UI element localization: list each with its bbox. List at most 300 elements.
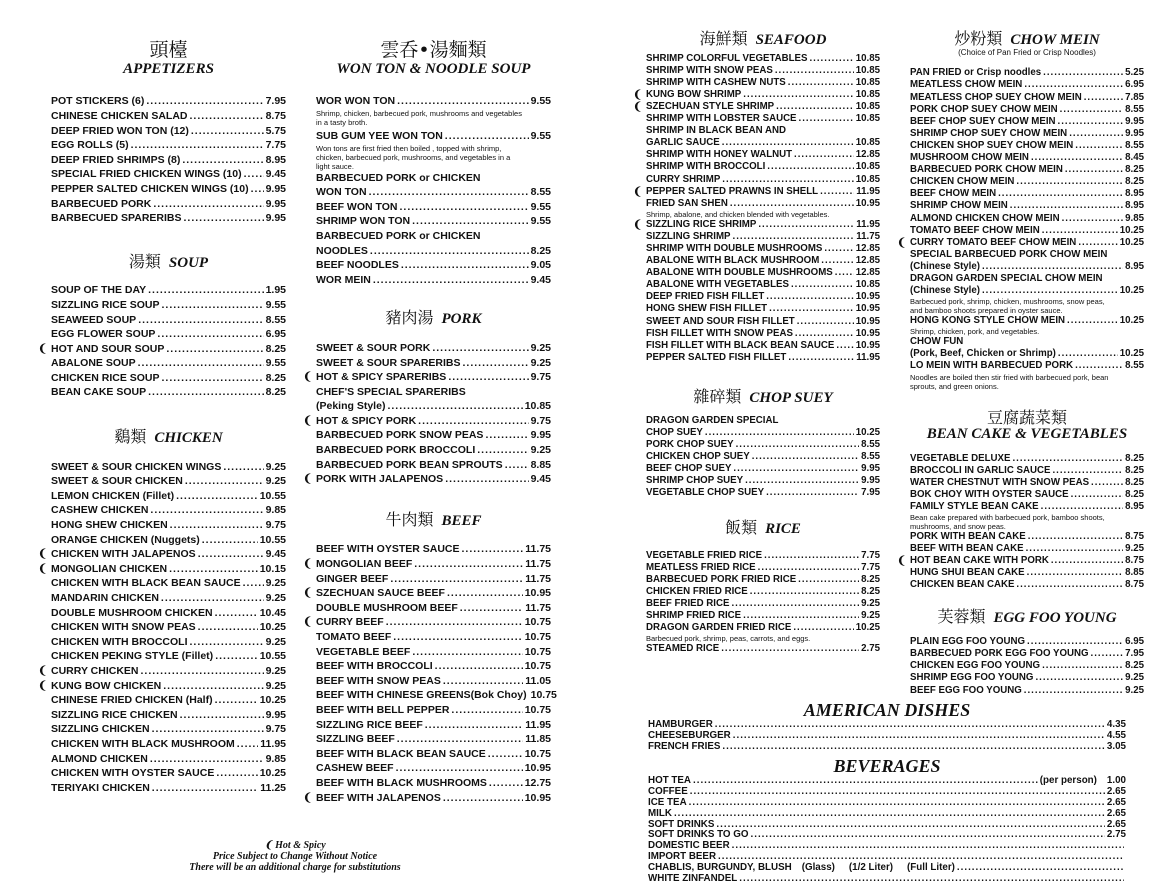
menu-item [910, 104, 1144, 116]
menu-item [51, 313, 286, 328]
item-price: 8.25 [1125, 488, 1144, 500]
item-price: 5.25 [1125, 67, 1144, 79]
item-price: 10.75 [530, 689, 557, 702]
menu-item [51, 781, 286, 796]
item-price: 8.75 [265, 109, 286, 122]
item-name: DEEP FRIED SHRIMPS (8) [51, 153, 181, 166]
item-name: SEAWEED SOUP [51, 313, 137, 326]
beancake-list [897, 452, 1144, 592]
item-name: HOT BEAN CAKE WITH PORK [910, 555, 1049, 567]
footer [150, 840, 440, 873]
soup-zh: 湯類 [128, 251, 161, 271]
hot-pepper-icon: ❨ [303, 791, 313, 804]
item-name: DOMESTIC BEER [648, 840, 730, 852]
item-price: 10.85 [855, 279, 880, 291]
soup-header [51, 253, 286, 272]
item-price: 7.95 [1125, 648, 1144, 660]
item-name: HOT & SPICY SPARERIBS [316, 371, 447, 384]
menu-item [303, 472, 551, 487]
item-name: CHICKEN CHOP SUEY [646, 450, 750, 462]
item-name: BEEF WITH SNOW PEAS [316, 674, 441, 687]
item-name: BEEF FRIED RICE [646, 598, 730, 610]
item-name: CHICKEN WITH BLACK MUSHROOM [51, 737, 235, 750]
item-price: 10.95 [855, 315, 880, 327]
item-price: 6.95 [1125, 79, 1144, 91]
menu-item: STEAMED RICE ..... 2.75 [646, 643, 880, 655]
item-name: BEEF CHOW MEIN [910, 188, 997, 200]
item-name: ORANGE CHICKEN (Nuggets) [51, 533, 200, 546]
pork-zh: 豬肉湯 [385, 308, 434, 328]
chowmein-title: CHOW MEIN [1010, 32, 1100, 48]
item-name: BEEF WITH BLACK BEAN SAUCE [316, 747, 486, 760]
pork-header [316, 309, 551, 328]
menu-item [646, 231, 880, 243]
menu-item [633, 185, 880, 198]
item-name: BEEF WITH BLACK MUSHROOMS [316, 776, 487, 789]
menu-item [910, 453, 1144, 465]
menu-item [910, 660, 1144, 672]
item-price: 9.25 [265, 475, 286, 488]
menu-item [910, 531, 1144, 543]
item-name: CHICKEN WITH OYSTER SAUCE [51, 767, 215, 780]
item-price: 8.95 [1125, 501, 1144, 513]
price-notice: Price Subject to Change Without Notice [212, 851, 378, 862]
item-price: 9.75 [530, 414, 551, 427]
beverages-title: BEVERAGES [833, 756, 941, 777]
item-header: DRAGON GARDEN SPECIAL CHOW MEIN [910, 272, 1103, 284]
item-price: 10.85 [855, 137, 880, 149]
menu-item [38, 547, 286, 562]
menu-item [646, 174, 880, 186]
item-price: 9.85 [265, 504, 286, 517]
rice-header [646, 519, 880, 538]
item-price: 9.95 [530, 429, 551, 442]
item-price: 7.75 [861, 561, 880, 573]
item-price: 12.85 [855, 255, 880, 267]
item-price: 10.95 [855, 197, 880, 209]
menu-item [646, 352, 880, 364]
menu-item [646, 439, 880, 451]
menu-item [910, 92, 1144, 104]
item-price: 10.95 [524, 791, 551, 804]
item-name: BEEF WITH BELL PEPPER [316, 703, 450, 716]
wonton-title: WON TON & NOODLE SOUP [336, 60, 531, 77]
menu-item [646, 463, 880, 475]
column-3 [633, 29, 880, 656]
item-name: MANDARIN CHICKEN [51, 592, 159, 605]
item-price: 9.95 [265, 708, 286, 721]
item-price: 9.45 [530, 473, 551, 486]
menu-item [648, 742, 1126, 753]
american-title: AMERICAN DISHES [803, 700, 971, 720]
item-price: 4.55 [1106, 729, 1126, 741]
item-name: CHOP SUEY [646, 426, 703, 438]
american-list [648, 720, 1126, 752]
item-name: GINGER BEEF [316, 572, 389, 585]
beancake-header [910, 409, 1144, 443]
menu-item [51, 708, 286, 723]
menu-item [316, 356, 551, 371]
menu-item [316, 688, 557, 703]
menu-item [38, 664, 286, 679]
item-price: 10.85 [855, 113, 880, 125]
menu-item [303, 586, 551, 601]
menu-item [316, 674, 551, 689]
item-price: 10.55 [259, 489, 286, 502]
item-name: SHRIMP FRIED RICE [646, 610, 742, 622]
item-price: 9.55 [265, 298, 286, 311]
column-4 [897, 29, 1144, 697]
item-name: CHINESE FRIED CHICKEN (Half) [51, 694, 213, 707]
menu-item: WHITE ZINFANDEL ..... [648, 874, 1126, 882]
item-price: 9.75 [530, 371, 551, 384]
item-name: BARBECUED PORK BROCCOLI [316, 444, 476, 457]
menu-item [51, 94, 286, 109]
item-header: BARBECUED PORK or CHICKEN [316, 229, 481, 242]
menu-item [51, 460, 286, 475]
menu-item: SUB GUM YEE WON TON ..... 9.55 [316, 129, 551, 144]
menu-item [910, 116, 1144, 128]
item-name: HONG SHEW FISH FILLET [646, 303, 768, 315]
item-price: 2.65 [1106, 807, 1126, 819]
item-name: KUNG BOW SHRIMP [646, 88, 742, 100]
item-price: 10.95 [524, 762, 551, 775]
item-price: 12.85 [855, 149, 880, 161]
pork-list [303, 341, 551, 487]
item-price: 7.75 [861, 549, 880, 561]
item-name: TERIYAKI CHICKEN [51, 781, 150, 794]
menu-item [646, 574, 880, 586]
menu-item [910, 164, 1144, 176]
item-name: HUNG SHUI BEAN CAKE [910, 567, 1025, 579]
hot-pepper-icon: ❨ [633, 218, 643, 231]
item-name: SHRIMP CHOP SUEY [646, 475, 744, 486]
menu-item [646, 255, 880, 267]
item-name: SWEET AND SOUR FISH FILLET [646, 315, 795, 327]
menu-item [646, 243, 880, 255]
item-price: 8.25 [1125, 476, 1144, 488]
hot-pepper-icon: ❨ [303, 371, 313, 384]
menu-item [910, 465, 1144, 477]
item-name: CHICKEN WITH BLACK BEAN SAUCE [51, 577, 241, 590]
item-price: 1.95 [265, 284, 286, 297]
item-name: BEEF WITH CHINESE GREENS(Bok Choy) [316, 689, 527, 702]
item-price: 10.95 [855, 291, 880, 303]
item-price: 9.75 [265, 723, 286, 736]
item-name: SZECHUAN STYLE SHRIMP [646, 100, 775, 112]
item-price: 8.95 [265, 153, 286, 166]
menu-item [910, 213, 1144, 225]
hot-spicy-legend: ❨ Hot & Spicy [264, 840, 326, 851]
menu-item [646, 427, 880, 439]
item-price: 7.75 [265, 139, 286, 152]
menu-item [316, 718, 551, 733]
menu-item [51, 635, 286, 650]
item-name: SOUP OF THE DAY [51, 284, 147, 297]
menu-item [51, 371, 286, 386]
item-price: 9.25 [861, 610, 880, 622]
item-name: FISH FILLET WITH BLACK BEAN SAUCE [646, 339, 835, 351]
menu-item [910, 685, 1144, 697]
item-name: BEEF WITH JALAPENOS [316, 791, 441, 804]
item-price: 10.85 [855, 173, 880, 185]
menu-item [910, 648, 1144, 660]
beef-title: BEEF [441, 512, 482, 529]
hot-pepper-icon: ❨ [38, 342, 48, 355]
item-price: 10.75 [524, 747, 551, 760]
menu-item [910, 567, 1144, 579]
item-price: 8.25 [861, 573, 880, 585]
menu-item [316, 732, 551, 747]
item-name: CURRY TOMATO BEEF CHOW MEIN [910, 236, 1077, 248]
seafood-items-2 [633, 137, 880, 210]
menu-item [897, 555, 1144, 568]
item-price: 12.85 [855, 267, 880, 279]
item-price: 11.95 [856, 351, 880, 363]
item-name: WATER CHESTNUT WITH SNOW PEAS [910, 476, 1090, 488]
item-name: IMPORT BEER [648, 850, 717, 862]
item-price: 9.95 [265, 182, 286, 195]
item-name: BEEF EGG FOO YOUNG [910, 684, 1022, 696]
menu-item [316, 630, 551, 645]
beancake-items [910, 453, 1144, 513]
item-name: CHEESEBURGER [648, 729, 731, 741]
item-price: 3.05 [1106, 740, 1126, 752]
item-price: 9.25 [1125, 543, 1144, 555]
soup-title: SOUP [168, 254, 209, 271]
soup-list [38, 283, 286, 400]
item-header: DRAGON GARDEN SPECIAL [646, 414, 779, 426]
item-note: Won tons are first fried then boiled , topped with shrimp, chicken, barbecued pork, mushrooms, and vegetables in a light sauce. [316, 143, 511, 171]
item-price: 2.65 [1106, 818, 1126, 830]
item-price: 9.25 [265, 664, 286, 677]
item-price: 11.95 [856, 185, 880, 197]
item-name: DEEP FRIED WON TON (12) [51, 124, 189, 137]
menu-item [648, 787, 1126, 798]
item-price: 2.65 [1106, 786, 1126, 798]
item-price: 8.25 [861, 586, 880, 598]
item-price: 9.25 [265, 679, 286, 692]
item-name: SWEET & SOUR PORK [316, 341, 431, 354]
menu-item [51, 752, 286, 767]
item-price: 9.25 [530, 444, 551, 457]
wonton-header [316, 40, 551, 77]
item-price: 11.25 [260, 781, 286, 794]
item-price: 12.85 [855, 243, 880, 254]
item-name: CHICKEN CHOW MEIN [910, 176, 1015, 188]
menu-item [51, 518, 286, 533]
menu-item [648, 841, 1126, 852]
item-price: 8.95 [1125, 188, 1144, 200]
menu-item [646, 53, 880, 65]
menu-item [646, 586, 880, 598]
item-name: CHICKEN PEKING STYLE (Fillet) [51, 650, 214, 663]
item-price: 2.75 [1106, 829, 1126, 841]
menu-item [646, 149, 880, 161]
menu-item [316, 601, 551, 616]
hot-pepper-icon: ❨ [633, 185, 643, 198]
item-name: FAMILY STYLE BEAN CAKE [910, 501, 1039, 513]
item-name: BEEF WITH BEAN CAKE [910, 543, 1024, 555]
hot-pepper-icon: ❨ [303, 558, 313, 571]
item-header: CHEF'S SPECIAL SPARERIBS [316, 385, 466, 398]
item-price: 10.75 [524, 616, 551, 629]
beancake-title: BEAN CAKE & VEGETABLES [926, 426, 1128, 443]
menu-item [51, 606, 286, 621]
item-note: Barbecued pork, shrimp, peas, carrots, and eggs. [646, 634, 811, 644]
item-price: 10.25 [855, 426, 880, 438]
item-price: 10.75 [524, 631, 551, 644]
item-name: PORK WITH BEAN CAKE [910, 531, 1026, 543]
menu-item [910, 672, 1144, 684]
hot-pepper-icon: ❨ [303, 616, 313, 629]
item-price: 9.25 [861, 598, 880, 610]
item-price: 10.45 [259, 606, 286, 619]
chopsuey-list [646, 415, 880, 500]
item-name: FRENCH FRIES [648, 740, 721, 752]
item-name: BEAN CAKE SOUP [51, 386, 147, 399]
item-name: SIZZLING BEEF [316, 733, 395, 746]
menu-item [910, 128, 1144, 140]
item-name: VEGETABLE FRIED RICE [646, 549, 763, 561]
beef-header [316, 511, 551, 530]
item-price: 9.25 [265, 592, 286, 605]
item-name: SIZZLING RICE CHICKEN [51, 708, 178, 721]
menu-item [646, 137, 880, 149]
seafood-items [633, 52, 880, 126]
item-name: KUNG BOW CHICKEN [51, 679, 162, 692]
menu-item [646, 267, 880, 279]
menu-item [51, 138, 286, 153]
column-1 [38, 39, 286, 795]
item-price: 9.75 [265, 519, 286, 532]
item-price: 10.25 [855, 622, 880, 634]
menu-item: (Pork, Beef, Chicken or Shrimp) ..... 10.25 [910, 348, 1144, 360]
hot-pepper-icon: ❨ [897, 555, 907, 568]
item-note: Noodles are boiled then stir fried with barbecued pork, bean sprouts, and green onions. [910, 372, 1109, 391]
item-header: SPECIAL BARBECUED PORK CHOW MEIN [910, 248, 1108, 260]
item-name: CHICKEN BEAN CAKE [910, 579, 1015, 591]
appetizers-zh: 頭檯 [149, 39, 188, 61]
item-price: 10.25 [259, 694, 286, 707]
menu-item: (Chinese Style) ..... 10.25 [910, 285, 1144, 297]
item-price: 9.25 [265, 577, 286, 590]
item-price: 9.95 [1125, 127, 1144, 139]
menu-item: CHABLIS, BURGUNDY, BLUSH (Glass) (1/2 Liter) (Full Liter) ..... [648, 863, 1126, 874]
item-name: HOT AND SOUR SOUP [51, 342, 165, 355]
item-price: 10.25 [259, 621, 286, 634]
item-name: CHICKEN SHOP SUEY CHOW MEIN [910, 139, 1074, 151]
menu-item [910, 140, 1144, 152]
item-name: PORK WITH JALAPENOS [316, 473, 444, 486]
chowmein-header [910, 30, 1144, 57]
hot-pepper-icon: ❨ [303, 587, 313, 600]
item-name: CURRY SHRIMP [646, 173, 721, 185]
item-price: 10.25 [259, 767, 286, 780]
menu-item [316, 341, 551, 356]
item-name: CURRY CHICKEN [51, 664, 139, 677]
menu-item: WON TON ..... 8.55 [316, 185, 551, 200]
hot-pepper-icon: ❨ [38, 562, 48, 575]
item-name: BARBECUED PORK EGG FOO YOUNG [910, 648, 1089, 660]
menu-item [303, 414, 551, 429]
menu-item: WOR WON TON ..... 9.55 [316, 94, 551, 109]
item-name: DOUBLE MUSHROOM CHICKEN [51, 606, 213, 619]
item-name: CASHEW BEEF [316, 762, 394, 775]
menu-item [646, 316, 880, 328]
menu-item [910, 477, 1144, 489]
item-name: ICE TEA [648, 796, 687, 808]
item-price: 10.55 [259, 650, 286, 663]
menu-item [316, 703, 551, 718]
item-price: 8.55 [265, 313, 286, 326]
item-price: 6.95 [1125, 636, 1144, 648]
item-name: DOUBLE MUSHROOM BEEF [316, 601, 458, 614]
appetizers-header [51, 40, 286, 77]
item-price: 9.95 [861, 475, 880, 486]
item-price: 10.25 [1119, 224, 1144, 236]
item-name: FISH FILLET WITH SNOW PEAS [646, 327, 793, 339]
menu-item [910, 176, 1144, 188]
menu-item [646, 475, 880, 487]
item-note: Shrimp, chicken, barbecued pork, mushrooms and vegetables in a tasty broth. [316, 108, 522, 127]
hot-pepper-icon: ❨ [633, 100, 643, 113]
item-price: 10.85 [855, 64, 880, 76]
item-name: COFFEE [648, 786, 688, 798]
seafood-list [633, 52, 880, 364]
menu-item [910, 543, 1144, 555]
item-name: CHICKEN FRIED RICE [646, 586, 748, 598]
item-name: MEATLESS CHOP SUEY CHOW MEIN [910, 91, 1082, 103]
menu-item [646, 291, 880, 303]
item-price: 9.85 [265, 752, 286, 765]
menu-item [51, 327, 286, 342]
item-price: 10.75 [524, 645, 551, 658]
item-name: BARBECUED PORK BEAN SPROUTS [316, 458, 503, 471]
menu-item [633, 88, 880, 101]
chicken-title: CHICKEN [154, 430, 223, 447]
seafood-header [646, 30, 880, 49]
item-price: 8.75 [1125, 579, 1144, 591]
menu-item [51, 737, 286, 752]
menu-item: (Chinese Style) ..... 8.95 [910, 261, 1144, 273]
item-price: 9.55 [265, 357, 286, 370]
menu-item: (Peking Style) ..... 10.85 [316, 399, 551, 414]
menu-item: HONG KONG STYLE CHOW MEIN ..... 10.25 [910, 315, 1144, 327]
item-name: EGG ROLLS (5) [51, 139, 129, 152]
item-price: 10.85 [855, 52, 880, 64]
menu-item [316, 747, 551, 762]
item-name: BEEF WITH OYSTER SAUCE [316, 543, 460, 556]
item-name: PAN FRIED or Crisp noodles [910, 67, 1042, 79]
item-price: 8.45 [1125, 152, 1144, 164]
item-name: HONG SHEW CHICKEN [51, 519, 168, 532]
beancake-zh: 豆腐蔬菜類 [986, 407, 1067, 427]
menu-item: WOR MEIN ..... 9.45 [316, 273, 551, 288]
item-price: 10.95 [855, 303, 880, 315]
eggfoo-list [910, 636, 1144, 696]
menu-item [316, 428, 551, 443]
item-price: 9.25 [1125, 672, 1144, 684]
item-name: ABALONE WITH DOUBLE MUSHROOMS [646, 267, 833, 279]
menu-item [646, 610, 880, 622]
item-name: POT STICKERS (6) [51, 95, 145, 108]
item-price: 10.95 [855, 339, 880, 351]
menu-item [646, 550, 880, 562]
item-price: 9.25 [530, 341, 551, 354]
item-price: 9.25 [265, 460, 286, 473]
rice-title: RICE [765, 521, 801, 538]
